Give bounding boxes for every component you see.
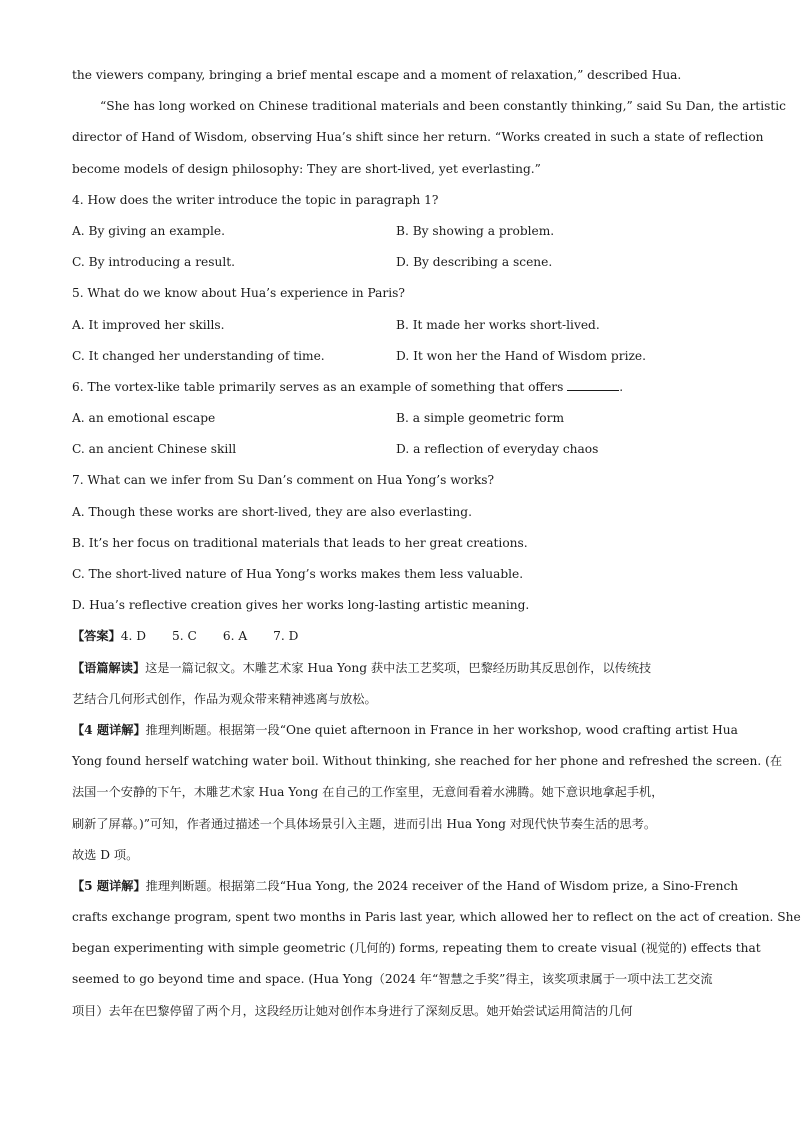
option-b: B. It’s her focus on traditional materials that leads to her great creations.	[72, 535, 528, 550]
answer-item: 6. A	[222, 629, 248, 644]
overview-text: 这是一篇记叙文。木雕艺术家 Hua Yong 获中法工艺奖项，巴黎经历助其反思创作，以传统技	[145, 660, 652, 675]
document-page	[72, 60, 801, 1027]
option-a: A. It improved her skills.	[72, 317, 225, 332]
option-d: D. Hua’s reflective creation gives her works long-lasting artistic meaning.	[72, 598, 530, 613]
answer-item: 5. C	[172, 629, 197, 644]
question-6-options-row	[72, 403, 722, 434]
detail-4-text: 法国一个安静的下午，木雕艺术家 Hua Yong 在自己的工作室里，无意间看着水沸腾。她下意识地拿起手机，	[72, 785, 664, 800]
option-c: C. By introducing a result.	[72, 255, 236, 270]
detail-4-text: 刷新了屏幕。)”可知，作者通过描述一个具体场景引入主题，进而引出 Hua Yong 对现代快节奏生活的思考。	[72, 816, 657, 831]
passage-line: “She has long worked on Chinese traditional materials and been constantly thinking,” said Su Dan, the artistic	[100, 99, 786, 114]
question-4-options-row	[72, 216, 722, 247]
question-6-stem-line	[72, 372, 722, 403]
detail-4-line	[72, 715, 738, 746]
option-d: D. It won her the Hand of Wisdom prize.	[396, 348, 646, 363]
option-c: C. It changed her understanding of time.	[72, 348, 325, 363]
option-d: D. a reflection of everyday chaos	[396, 442, 599, 457]
option-a: A. Though these works are short-lived, they are also everlasting.	[72, 504, 472, 519]
question-7-stem: 7. What can we infer from Su Dan’s comment on Hua Yong’s works?	[72, 473, 495, 488]
option-b: B. By showing a problem.	[396, 223, 555, 238]
detail-5-text: 项目）去年在巴黎停留了两个月，这段经历让她对创作本身进行了深刻反思。她开始尝试运用简洁的几何	[72, 1003, 633, 1018]
detail-5-text: began experimenting with simple geometric (几何的) forms, repeating them to create visual (视觉的) effects that	[72, 941, 761, 956]
question-6-options-row	[72, 434, 722, 465]
passage-line: become models of design philosophy: They are short-lived, yet everlasting.”	[72, 161, 541, 176]
detail-4-text: 故选 D 项。	[72, 847, 139, 862]
detail-5-text: crafts exchange program, spent two months in Paris last year, which allowed her to reflect on the act of creation. She	[72, 910, 801, 925]
overview-text: 艺结合几何形式创作，作品为观众带来精神逃离与放松。	[72, 691, 377, 706]
option-c: C. an ancient Chinese skill	[72, 442, 237, 457]
question-4-options-row	[72, 247, 722, 278]
option-b: B. a simple geometric form	[396, 411, 565, 426]
option-b: B. It made her works short-lived.	[396, 317, 600, 332]
answer-line	[72, 621, 722, 652]
option-a: A. By giving an example.	[72, 223, 225, 238]
detail-4-text: Yong found herself watching water boil. Without thinking, she reached for her phone and refreshed the screen. (在	[72, 754, 783, 769]
question-5-options-row	[72, 341, 722, 372]
answer-blank	[567, 378, 619, 391]
question-4-stem: 4. How does the writer introduce the topic in paragraph 1?	[72, 192, 439, 207]
detail-4-text: 推理判断题。根据第一段“One quiet afternoon in France in her workshop, wood crafting artist Hua	[145, 722, 738, 737]
overview-label: 【语篇解读】	[72, 660, 146, 675]
question-5-stem: 5. What do we know about Hua’s experience in Paris?	[72, 286, 405, 301]
answer-label: 【答案】	[72, 629, 121, 644]
passage-line: the viewers company, bringing a brief mental escape and a moment of relaxation,” described Hua.	[72, 68, 682, 82]
question-6-stem: 6. The vortex-like table primarily serves as an example of something that offers	[72, 379, 564, 394]
answer-item: 7. D	[273, 629, 299, 644]
question-5-options-row	[72, 310, 722, 341]
answer-item: 4. D	[120, 629, 147, 644]
passage-line: director of Hand of Wisdom, observing Hua’s shift since her return. “Works created in such a state of reflection	[72, 130, 764, 145]
question-6-stem-end: .	[619, 379, 624, 394]
option-d: D. By describing a scene.	[396, 255, 553, 270]
overview-line	[72, 653, 722, 684]
detail-5-text: 推理判断题。根据第二段“Hua Yong, the 2024 receiver of the Hand of Wisdom prize, a Sino-French	[145, 878, 739, 893]
option-a: A. an emotional escape	[72, 411, 216, 426]
detail-5-text: seemed to go beyond time and space. (Hua Yong（2024 年“智慧之手奖”得主，该奖项隶属于一项中法工艺交流	[72, 972, 713, 987]
detail-4-label: 【4 题详解】	[72, 722, 146, 737]
option-c: C. The short-lived nature of Hua Yong’s works makes them less valuable.	[72, 567, 524, 581]
detail-5-label: 【5 题详解】	[72, 878, 146, 893]
detail-5-line	[72, 871, 739, 902]
